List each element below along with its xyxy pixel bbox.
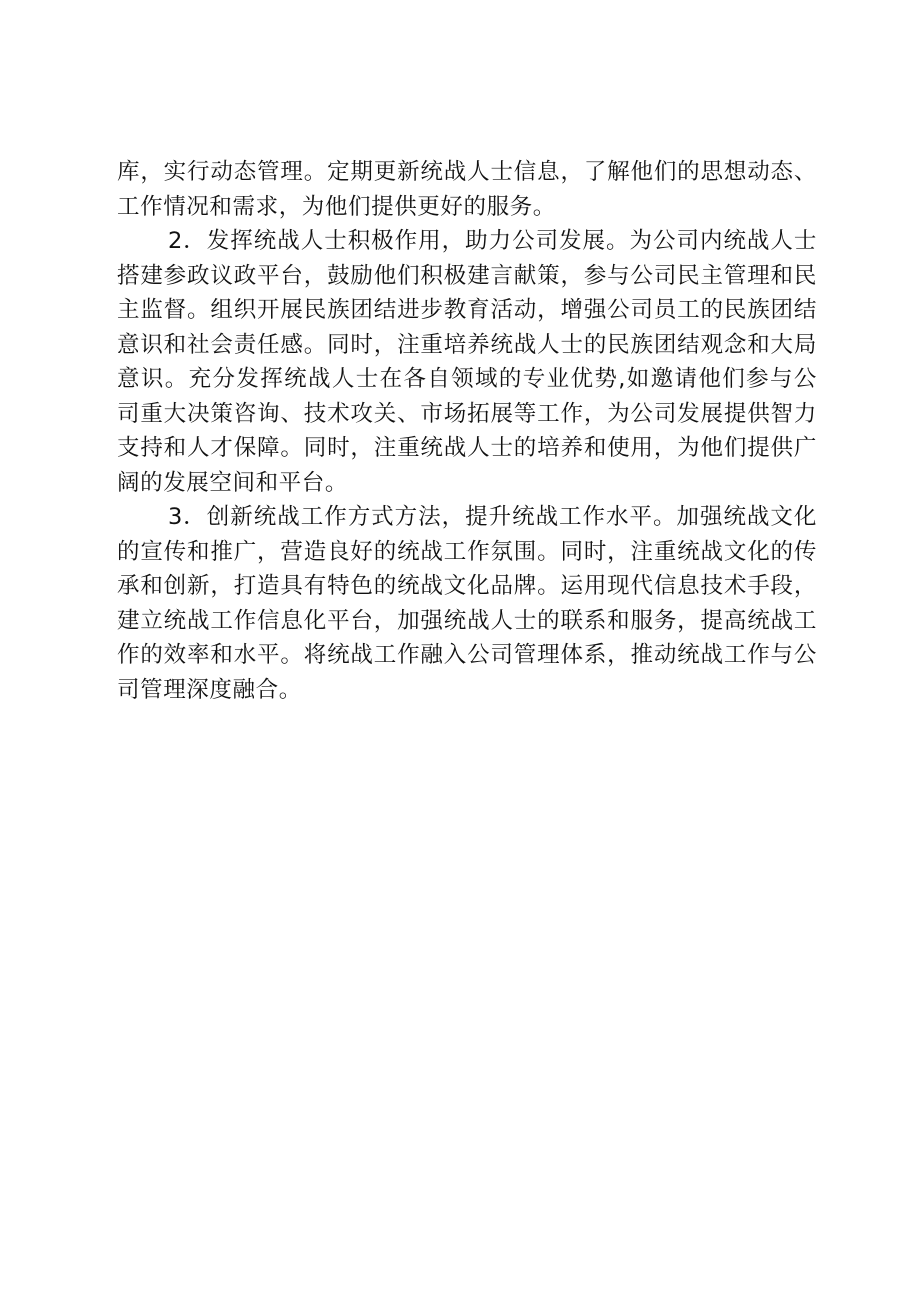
text-line: 阔的发展空间和平台。 [117, 469, 349, 496]
text-line: 意识和社会责任感。同时，注重培养统战人士的民族团结观念和大局 [117, 331, 817, 358]
text-line: 3．创新统战工作方式方法，提升统战工作水平。加强统战文化 [168, 504, 817, 530]
paragraph-item-2 [117, 224, 817, 500]
text-line: 建立统战工作信息化平台，加强统战人士的联系和服务，提高统战工 [117, 607, 817, 634]
document-body [117, 155, 817, 707]
text-line: 主监督。组织开展民族团结进步教育活动，增强公司员工的民族团结 [117, 297, 817, 323]
text-line: 司重大决策咨询、技术攻关、市场拓展等工作，为公司发展提供智力 [117, 400, 817, 427]
text-line: 工作情况和需求，为他们提供更好的服务。 [117, 193, 556, 220]
text-line: 的宣传和推广，营造良好的统战工作氛围。同时，注重统战文化的传 [117, 538, 817, 565]
text-line: 意识。充分发挥统战人士在各自领域的专业优势,如邀请他们参与公 [117, 366, 817, 392]
text-line: 支持和人才保障。同时，注重统战人士的培养和使用，为他们提供广 [117, 435, 817, 461]
text-line: 搭建参政议政平台，鼓励他们积极建言献策，参与公司民主管理和民 [117, 262, 817, 289]
text-line: 司管理深度融合。 [117, 676, 302, 703]
text-line: 库，实行动态管理。定期更新统战人士信息，了解他们的思想动态、 [117, 159, 817, 185]
text-line: 承和创新，打造具有特色的统战文化品牌。运用现代信息技术手段， [117, 573, 817, 599]
text-line: 作的效率和水平。将统战工作融入公司管理体系，推动统战工作与公 [117, 642, 817, 668]
text-line: 2．发挥统战人士积极作用，助力公司发展。为公司内统战人士 [168, 228, 817, 254]
paragraph-item-3 [117, 500, 817, 707]
paragraph-continuation [117, 155, 817, 224]
